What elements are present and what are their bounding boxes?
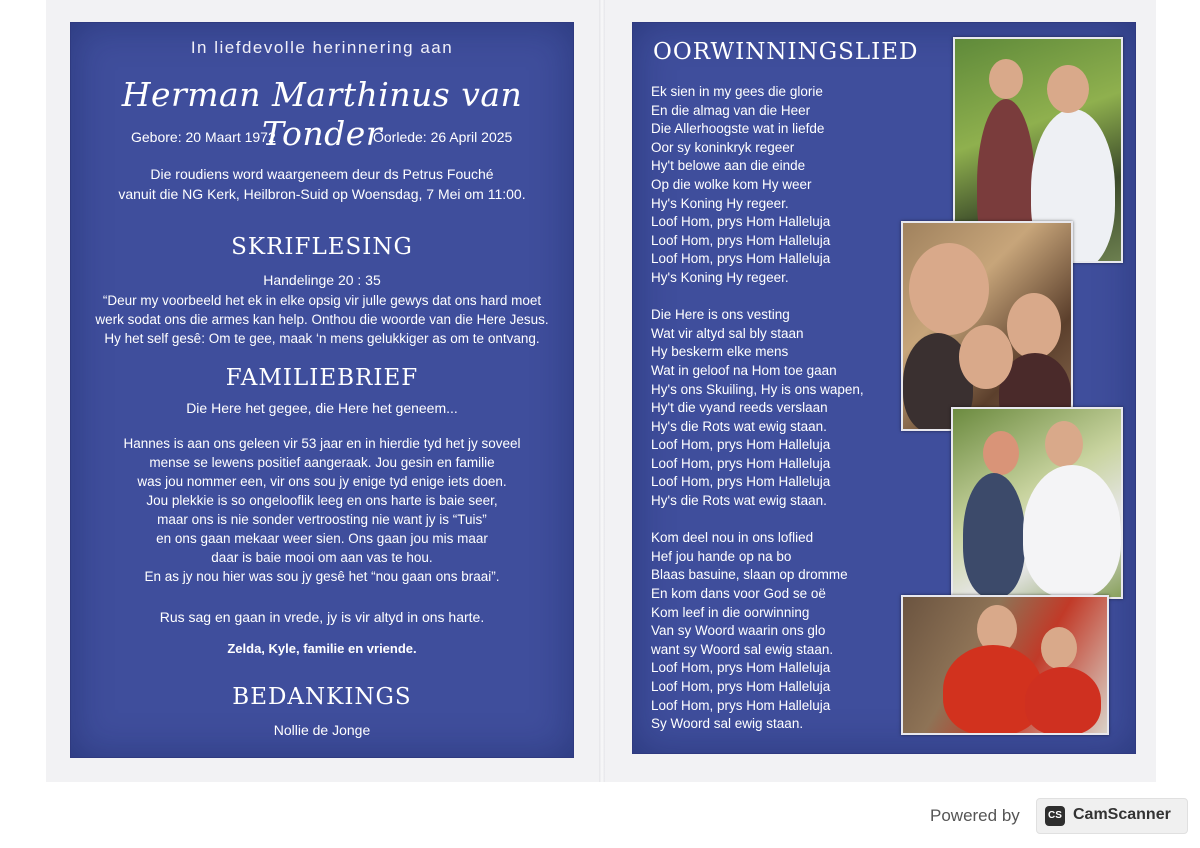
lyric-line: Loof Hom, prys Hom Halleluja <box>651 214 831 230</box>
lyric-line: Op die wolke kom Hy weer <box>651 176 812 192</box>
lyric-line: Kom deel nou in ons loflied <box>651 530 814 546</box>
lyric-line: Hy's ons Skuiling, Hy is ons wapen, <box>651 381 864 397</box>
scripture-reference: Handelinge 20 : 35 <box>263 272 381 288</box>
deceased-name: Herman Marthinus van Tonder <box>121 75 523 153</box>
lyric-line: Wat in geloof na Hom toe gaan <box>651 362 837 378</box>
familiebrief-heading: FAMILIEBRIEF <box>225 365 419 391</box>
photo-face <box>1045 421 1083 467</box>
lyric-line: Loof Hom, prys Hom Halleluja <box>651 660 831 676</box>
lyric-line: want sy Woord sal ewig staan. <box>651 641 834 657</box>
lyric-line: Hy's die Rots wat ewig staan. <box>651 418 827 434</box>
photo-face <box>1041 627 1077 669</box>
farewell-line: Rus sag en gaan in vrede, jy is vir altyd in ons harte. <box>159 609 485 625</box>
lyric-line: Die Here is ons vesting <box>651 307 790 323</box>
lyric-line: Loof Hom, prys Hom Halleluja <box>651 474 831 490</box>
lyric-line: Wat vir altyd sal bly staan <box>651 325 804 341</box>
song-panel-right <box>632 22 1136 754</box>
lyric-line: Sy Woord sal ewig staan. <box>651 716 804 732</box>
lyric-line: Loof Hom, prys Hom Halleluja <box>651 679 831 694</box>
scripture-line: Hy het self gesê: Om te gee, maak ‘n mens gelukkiger as om te ontvang. <box>104 331 540 346</box>
letter-line: Jou plekkie is so ongelooflik leeg en ons harte is baie seer, <box>146 493 498 508</box>
family-photo-selfie <box>901 221 1073 431</box>
scripture-line: “Deur my voorbeeld het ek in elke opsig vir julle gewys dat ons hard moet <box>102 293 542 308</box>
photo-face <box>909 243 989 335</box>
letter-line: was jou nommer een, vir ons sou jy enige tyd enige iets doen. <box>137 474 507 489</box>
lyric-line: Loof Hom, prys Hom Halleluja <box>651 232 831 248</box>
photo-figure <box>963 473 1025 597</box>
photo-figure <box>1025 667 1101 735</box>
camscanner-brand: CamScanner <box>1073 806 1171 823</box>
lyric-line: Oor sy koninkryk regeer <box>651 139 795 155</box>
lyric-line: Hy't belowe aan die einde <box>651 158 806 174</box>
service-line: vanuit die NG Kerk, Heilbron-Suid op Woensdag, 7 Mei om 11:00. <box>118 186 526 202</box>
letter-line: maar ons is nie sonder vertroosting nie want jy is “Tuis” <box>157 512 487 527</box>
lyric-line: Hef jou hande op na bo <box>651 548 792 564</box>
song-lyrics <box>651 83 864 752</box>
lyric-line: Loof Hom, prys Hom Halleluja <box>651 455 831 471</box>
death-date: Oorlede: 26 April 2025 <box>373 129 513 145</box>
family-signoff: Zelda, Kyle, familie en vriende. <box>227 641 417 656</box>
photo-figure <box>1023 465 1121 597</box>
lyric-line: Kom leef in die oorwinning <box>651 604 810 620</box>
camscanner-logo-icon: CS <box>1045 806 1065 826</box>
page-fold <box>599 0 605 782</box>
lyrics-stanza <box>651 529 864 734</box>
service-info <box>71 164 573 204</box>
letter-line: en ons gaan mekaar weer sien. Ons gaan jou mis maar <box>156 531 488 546</box>
birth-date: Gebore: 20 Maart 1972 <box>131 129 276 145</box>
family-photo-couple <box>951 407 1123 599</box>
memorial-intro: In liefdevolle herinnering aan <box>190 38 454 57</box>
letter-line: En as jy nou hier was sou jy gesê het “nou gaan ons braai”. <box>144 569 500 584</box>
camscanner-watermark <box>1036 798 1188 834</box>
lyric-line: Hy's Koning Hy regeer. <box>651 195 789 211</box>
letter-line: mense se lewens positief aangeraak. Jou gesin en familie <box>149 455 495 470</box>
lyric-line: En kom dans voor God se oë <box>651 586 826 602</box>
powered-by-label: Powered by <box>930 806 1020 825</box>
memorial-panel-left <box>70 22 574 758</box>
lyric-line: Hy's die Rots wat ewig staan. <box>651 493 827 509</box>
photo-face <box>959 325 1013 389</box>
lyric-line: En die almag van die Heer <box>651 102 811 118</box>
lyric-line: Loof Hom, prys Hom Halleluja <box>651 437 831 453</box>
family-letter <box>71 434 573 586</box>
lyric-line: Hy't die vyand reeds verslaan <box>651 400 828 416</box>
familiebrief-subtitle: Die Here het gegee, die Here het geneem... <box>186 400 458 416</box>
lyric-line: Van sy Woord waarin ons glo <box>651 623 826 639</box>
bedankings-heading: BEDANKINGS <box>232 684 412 710</box>
letter-line: daar is baie mooi om aan vas te hou. <box>211 550 433 565</box>
lyric-line: Ek sien in my gees die glorie <box>651 84 823 99</box>
photo-face <box>983 431 1019 475</box>
lyric-line: Loof Hom, prys Hom Halleluja <box>651 697 831 713</box>
lyric-line: Die Allerhoogste wat in liefde <box>651 121 825 137</box>
lyric-line: Hy's Koning Hy regeer. <box>651 269 789 285</box>
photo-face <box>989 59 1023 99</box>
lyrics-stanza <box>651 306 864 511</box>
scripture-line: werk sodat ons die armes kan help. Onthou die woorde van die Here Jesus. <box>95 312 549 327</box>
song-title: OORWINNINGSLIED <box>653 39 919 65</box>
skriflesing-heading: SKRIFLESING <box>231 234 413 260</box>
lyric-line: Blaas basuine, slaan op dromme <box>651 567 848 583</box>
photo-face <box>1047 65 1089 113</box>
lyric-line: Loof Hom, prys Hom Halleluja <box>651 251 831 267</box>
family-photo-red-shirts <box>901 595 1109 735</box>
photo-face <box>1007 293 1061 359</box>
lyrics-stanza <box>651 83 864 288</box>
lyric-line: Hy beskerm elke mens <box>651 344 789 360</box>
scripture-text <box>71 291 573 348</box>
service-line: Die roudiens word waargeneem deur ds Petrus Fouché <box>150 166 494 182</box>
letter-line: Hannes is aan ons geleen vir 53 jaar en in hierdie tyd het jy soveel <box>123 436 521 451</box>
bedankings-name: Nollie de Jonge <box>273 722 371 738</box>
